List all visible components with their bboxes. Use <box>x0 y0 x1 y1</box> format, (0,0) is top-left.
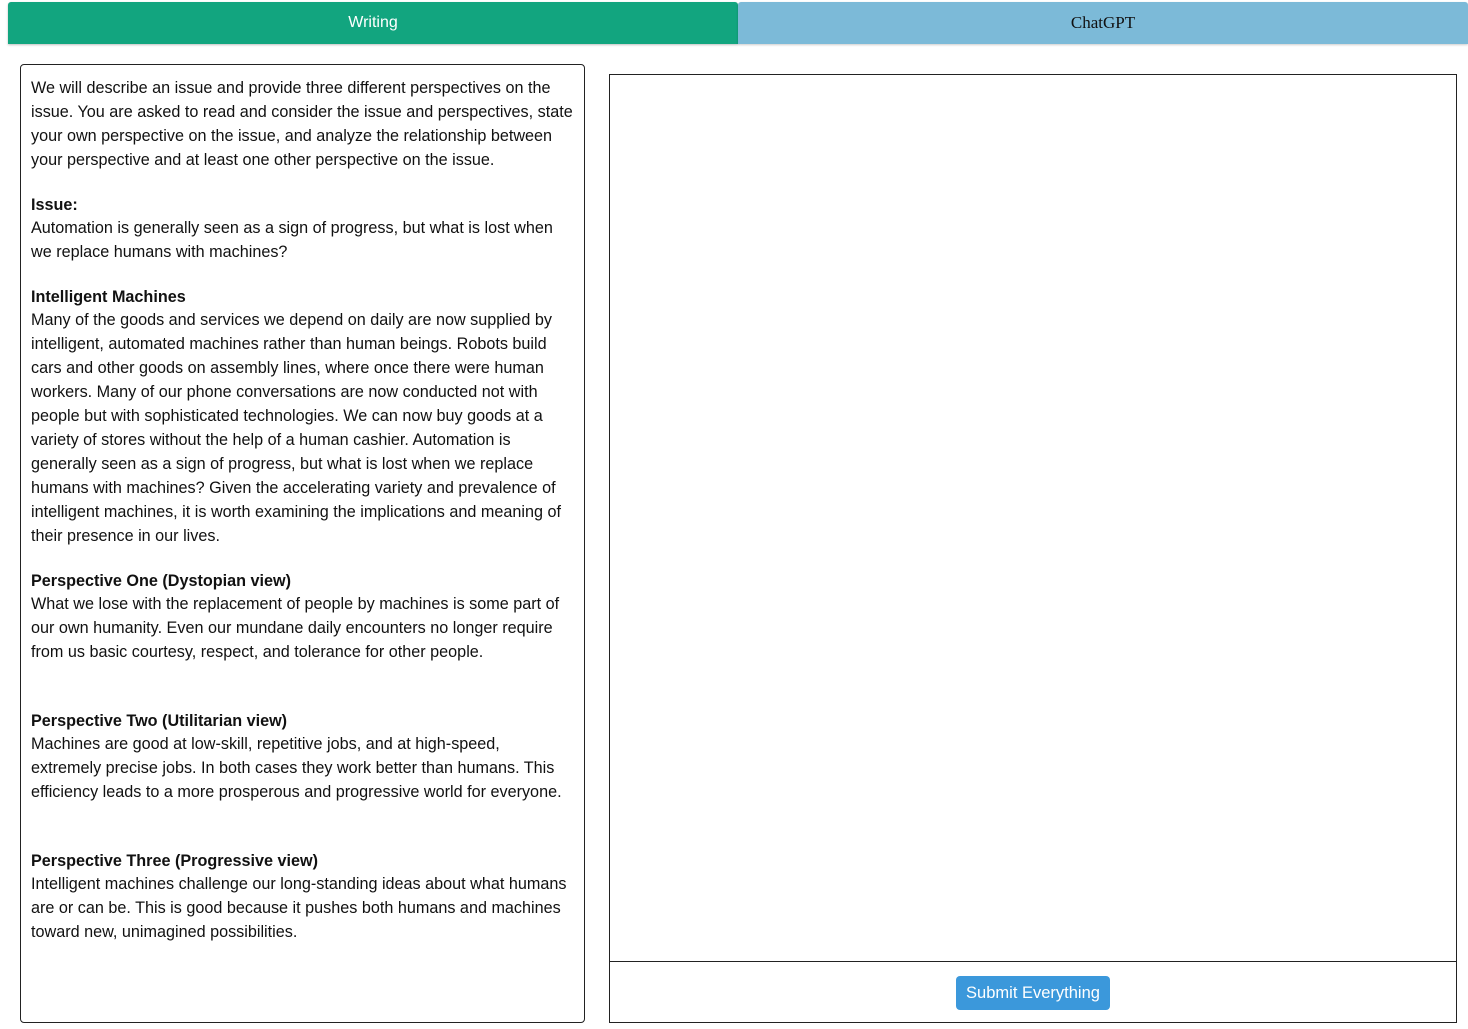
perspective-two-text: Machines are good at low-skill, repetitive jobs, and at high-speed, extremely precise jobs. In both cases they work better than humans. This efficiency leads to a more prosperous and progressive world for everyone. <box>31 735 562 801</box>
perspective-three-title: Perspective Three (Progressive view) <box>31 852 319 870</box>
essay-textarea[interactable] <box>610 75 1456 962</box>
tab-chatgpt[interactable]: ChatGPT <box>738 2 1468 44</box>
perspective-one-title: Perspective One (Dystopian view) <box>31 572 291 590</box>
issue-text: Automation is generally seen as a sign of progress, but what is lost when we replace humans with machines? <box>31 219 553 261</box>
perspective-two-title: Perspective Two (Utilitarian view) <box>31 712 288 730</box>
editor-panel <box>609 74 1457 1023</box>
tab-bar <box>8 2 1468 44</box>
tab-writing[interactable]: Writing <box>8 2 738 44</box>
section-text: Many of the goods and services we depend on daily are now supplied by intelligent, automated machines rather than human beings. Robots build cars and other goods on assembly lines, where once there were human workers. Many of our phone conversations are now conducted not with people but with sophisticated technologies. We can now buy goods at a variety of stores without the help of a human cashier. Automation is generally seen as a sign of progress, but what is lost when we replace humans with machines? Given the accelerating variety and prevalence of intelligent machines, it is worth examining the implications and meaning of their presence in our lives. <box>31 311 561 545</box>
perspective-one-text: What we lose with the replacement of people by machines is some part of our own humanity. Even our mundane daily encounters no longer require from us basic courtesy, respect, and tolerance for other people. <box>31 595 560 661</box>
issue-title: Issue: <box>31 196 78 214</box>
prompt-intro: We will describe an issue and provide three different perspectives on the issue. You are asked to read and consider the issue and perspectives, state your own perspective on the issue, and analyze the relationship between your perspective and at least one other perspective on the issue. <box>31 79 573 169</box>
prompt-panel <box>20 64 585 1023</box>
editor-footer <box>610 962 1456 1022</box>
section-title: Intelligent Machines <box>31 288 186 306</box>
submit-everything-button[interactable]: Submit Everything <box>956 976 1110 1010</box>
perspective-three-text: Intelligent machines challenge our long-standing ideas about what humans are or can be. This is good because it pushes both humans and machines toward new, unimagined possibilities. <box>31 875 567 941</box>
